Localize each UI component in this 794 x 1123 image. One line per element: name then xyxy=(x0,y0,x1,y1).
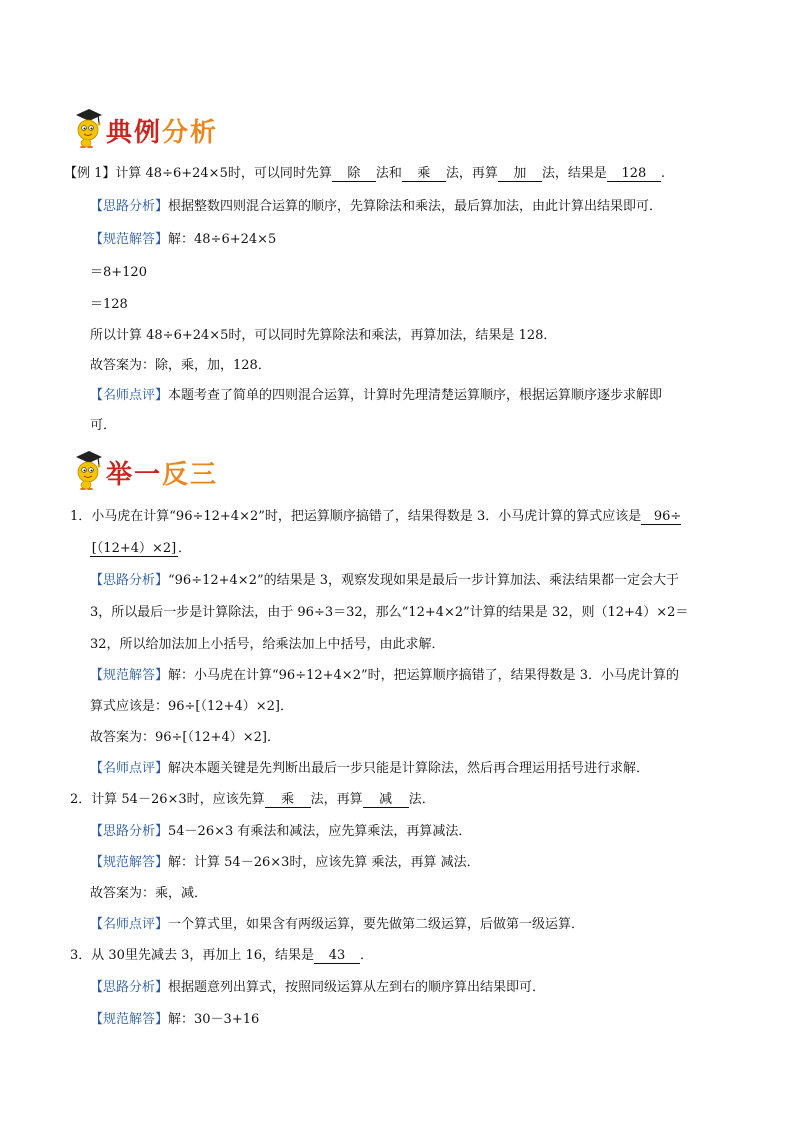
question-3 xyxy=(70,947,373,965)
question-number: 2． xyxy=(70,792,92,807)
example-question-text: 法和 xyxy=(375,166,402,181)
answer-blank: 96÷ xyxy=(641,509,681,525)
example-comment xyxy=(90,387,662,405)
solution-tag: 【规范解答】 xyxy=(90,668,169,683)
example-question-text: 法，结果是 xyxy=(541,166,607,181)
solution-text: 解：30－3+16 xyxy=(168,1012,260,1027)
question-text: ． xyxy=(178,541,192,556)
section-title-part2: 反三 xyxy=(162,460,219,490)
q2-analysis xyxy=(90,823,471,841)
answer-blank: 除 xyxy=(332,166,376,182)
question-text: 从 30里先减去 3，再加上 16，结果是 xyxy=(91,948,315,963)
solution-tag: 【规范解答】 xyxy=(90,855,169,870)
q1-analysis xyxy=(90,572,679,590)
analysis-text: “96÷12+4×2”的结果是 3，观察发现如果是最后一步计算加法、乘法结果都一定会大于 xyxy=(168,573,680,588)
solution-text: 解：48÷6+24×5 xyxy=(168,232,277,247)
example-solution xyxy=(90,231,276,249)
q2-comment xyxy=(90,916,584,934)
question-text: 计算 54－26×3时，应该先算 xyxy=(91,792,265,807)
q3-analysis xyxy=(90,979,545,997)
analysis-text: 3，所以最后一步是计算除法，由于 96÷3＝32，那么“12+4×2”计算的结果是 32，则（12+4）×2＝ xyxy=(90,605,689,620)
solution-text: 解：计算 54－26×3时，应该先算 乘法，再算 减法． xyxy=(168,855,480,870)
question-number: 1． xyxy=(70,509,92,524)
solution-text: 解：小马虎在计算“96÷12+4×2”时，把运算顺序搞错了，结果得数是 3．小马虎计算的 xyxy=(168,668,680,683)
answer-line: 故答案为：96÷[（12+4）×2]． xyxy=(90,730,280,745)
question-1-continued xyxy=(90,540,191,558)
example-prefix: 【例 1】 xyxy=(64,166,116,181)
section-title-part1: 典例 xyxy=(106,118,163,148)
section-title-part1: 举一 xyxy=(106,460,163,490)
analysis-tag: 【思路分析】 xyxy=(90,824,169,839)
question-1 xyxy=(70,508,681,526)
analysis-tag: 【思路分析】 xyxy=(90,573,169,588)
comment-tag: 【名师点评】 xyxy=(90,761,169,776)
mascot-icon xyxy=(72,448,102,490)
example-question-text: 法，再算 xyxy=(445,166,498,181)
comment-continued: 可． xyxy=(90,418,117,433)
section-title xyxy=(106,460,218,490)
section-title-part2: 分析 xyxy=(162,118,219,148)
question-text: 法． xyxy=(408,792,435,807)
solution-step: ＝8+120 xyxy=(90,265,147,280)
answer-line: 故答案为：除，乘，加，128． xyxy=(90,358,271,373)
solution-tag: 【规范解答】 xyxy=(90,232,169,247)
analysis-text: 54－26×3 有乘法和减法，应先算乘法，再算减法． xyxy=(168,824,472,839)
answer-blank: 加 xyxy=(498,166,542,182)
comment-text: 本题考查了简单的四则混合运算，计算时先理清楚运算顺序，根据运算顺序逐步求解即 xyxy=(168,388,663,403)
analysis-text: 根据题意列出算式，按照同级运算从左到右的顺序算出结果即可． xyxy=(168,980,546,995)
answer-blank: 减 xyxy=(363,792,409,808)
q3-solution xyxy=(90,1011,259,1029)
comment-tag: 【名师点评】 xyxy=(90,388,169,403)
analysis-tag: 【思路分析】 xyxy=(90,199,169,214)
answer-blank: 乘 xyxy=(265,792,311,808)
answer-line: 故答案为：乘，减． xyxy=(90,886,208,901)
example-question-text: 计算 48÷6+24×5时，可以同时先算 xyxy=(115,166,332,181)
solution-step: ＝128 xyxy=(90,297,128,312)
q1-comment xyxy=(90,760,649,778)
answer-blank: 43 xyxy=(314,948,360,964)
mascot-icon xyxy=(72,106,102,148)
question-text: 小马虎在计算“96÷12+4×2”时，把运算顺序搞错了，结果得数是 3．小马虎计算的算式应该是 xyxy=(91,509,642,524)
comment-tag: 【名师点评】 xyxy=(90,917,169,932)
answer-blank: [（12+4）×2] xyxy=(91,541,177,556)
comment-text: 一个算式里，如果含有两级运算，要先做第二级运算，后做第一级运算． xyxy=(168,917,585,932)
comment-text: 解决本题关键是先判断出最后一步只能是计算除法，然后再合理运用括号进行求解． xyxy=(168,761,650,776)
analysis-tag: 【思路分析】 xyxy=(90,980,169,995)
question-text: ． xyxy=(360,948,374,963)
example-question xyxy=(64,165,665,183)
q1-solution xyxy=(90,667,679,685)
section-header-practice xyxy=(72,446,218,490)
solution-tag: 【规范解答】 xyxy=(90,1012,169,1027)
analysis-text: 32，所以给加法加上小括号，给乘法加上中括号，由此求解． xyxy=(90,637,445,652)
answer-blank: 128 xyxy=(607,166,661,182)
section-title xyxy=(106,118,218,148)
question-number: 3． xyxy=(70,948,92,963)
analysis-text: 根据整数四则混合运算的顺序，先算除法和乘法，最后算加法，由此计算出结果即可． xyxy=(168,199,663,214)
q2-solution xyxy=(90,854,480,872)
question-text: 法，再算 xyxy=(310,792,363,807)
example-analysis xyxy=(90,198,662,216)
section-header-example xyxy=(72,104,218,148)
solution-conclusion: 所以计算 48÷6+24×5时，可以同时先算除法和乘法，再算加法，结果是 128． xyxy=(90,328,557,343)
solution-text: 算式应该是：96÷[（12+4）×2]． xyxy=(90,699,293,714)
answer-blank: 乘 xyxy=(402,166,446,182)
question-2 xyxy=(70,791,435,809)
example-question-text: . xyxy=(660,166,666,181)
